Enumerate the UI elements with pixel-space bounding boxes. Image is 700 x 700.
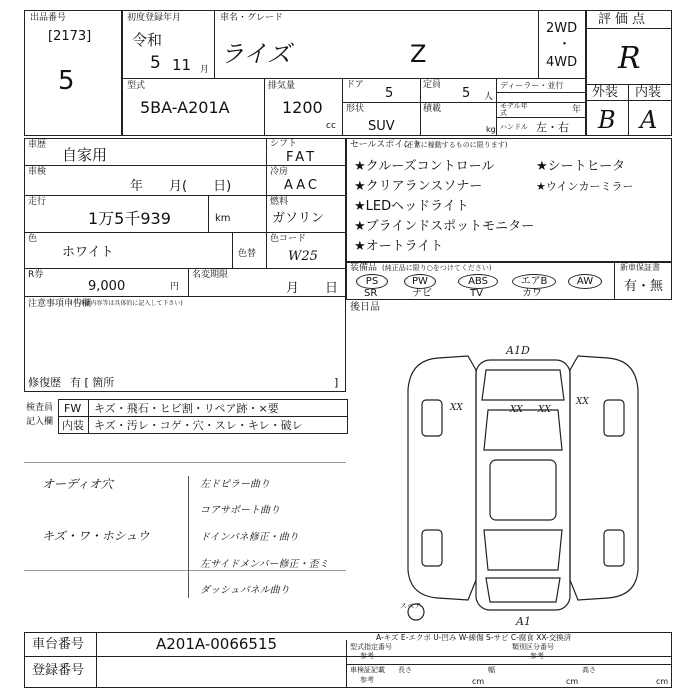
warranty-label: 新車保証書	[620, 263, 660, 272]
after-items-label: 後日品	[350, 302, 380, 313]
damage-mark-2: XX	[510, 405, 523, 415]
drive-2wd: 2WD	[546, 21, 578, 36]
equip-aw: AW	[568, 274, 602, 289]
fuel-label: 燃料	[270, 197, 289, 207]
chassis-label: 車台番号	[32, 637, 85, 652]
equip-tv: TV	[470, 288, 483, 299]
equip-airbag: エアB	[512, 274, 556, 289]
mileage-label: 走行	[28, 197, 47, 207]
interior-check-label: 内装	[62, 419, 84, 432]
lot-number: 5	[58, 66, 75, 96]
damage-mark-3: XX	[576, 397, 589, 407]
note-right-1: 左ドピラー曲り	[200, 479, 270, 490]
note-right-4: 左サイドメンバー修正・歪ミ	[200, 559, 329, 570]
history-label: 車歴	[28, 140, 47, 150]
exterior-value: B	[598, 106, 616, 134]
equip-navi: ナビ	[412, 288, 432, 299]
selling-point-7: ★オートライト	[354, 239, 444, 254]
type-label: 型式	[127, 81, 146, 91]
recycle-label: R券	[28, 270, 44, 280]
caution-sub: (不具合内容等は具体的に記入して下さい)	[70, 300, 183, 307]
length-label: 長さ	[398, 666, 412, 674]
shift-value: FAT	[286, 150, 318, 165]
type-cert-ref: 参考	[360, 652, 374, 660]
interior-check-items: キズ・汚レ・コゲ・穴・スレ・キレ・破レ	[94, 419, 303, 432]
equip-ps: PS	[356, 274, 388, 289]
displacement-label: 排気量	[268, 81, 296, 91]
drive-dot: ・	[558, 37, 572, 52]
history-value: 自家用	[62, 146, 108, 164]
equip-pw: PW	[404, 274, 436, 289]
handle-value: 左・右	[536, 121, 569, 134]
category-ref: 参考	[530, 652, 544, 660]
fuel-value: ガソリン	[272, 211, 325, 226]
note-right-3: ドインパネ修正・曲り	[200, 532, 299, 543]
color-label: 色	[28, 234, 38, 244]
color-code-label: 色コード	[270, 234, 307, 244]
inspector-label-2: 記入欄	[26, 417, 54, 427]
grade: Z	[410, 40, 427, 68]
spare-label: スペア	[400, 602, 421, 610]
repair-value: 有 [ 箇所	[70, 376, 115, 389]
door-label: ドア	[346, 80, 364, 90]
displacement-value: 1200	[282, 98, 323, 117]
recycle-value: 9,000	[88, 279, 126, 294]
caution-label: 注意事項申告欄	[28, 299, 92, 309]
year-unit: 年	[572, 105, 582, 115]
color-value: ホワイト	[62, 245, 114, 260]
selling-point-6: ★ブラインドスポットモニター	[354, 219, 535, 234]
height-label: 高さ	[582, 666, 596, 674]
dealer-label: ディーラー・並行	[500, 81, 564, 90]
name-change-value: 月 日	[286, 281, 339, 296]
damage-mark-4: XX	[538, 405, 551, 415]
first-reg-label: 初度登録年月	[127, 13, 182, 23]
selling-point-4: ★ウインカーミラー	[536, 180, 634, 193]
diagram-label-top: A1D	[506, 344, 530, 357]
selling-points-sub: (正常に稼動するものに限ります)	[404, 141, 508, 149]
equip-abs: ABS	[458, 274, 498, 289]
era: 令和	[132, 31, 163, 49]
km-unit: km	[215, 213, 231, 224]
kg-unit: kg	[486, 125, 496, 134]
color-code-value: W25	[288, 249, 318, 264]
repair-label: 修復歴	[28, 376, 61, 389]
length-cm: cm	[472, 677, 485, 686]
selling-point-1: ★クルーズコントロール	[354, 159, 495, 174]
door-value: 5	[385, 86, 394, 101]
reg-month: 11	[172, 56, 192, 74]
cert-label: 車検証記載	[350, 666, 385, 674]
model-label: 車名・グレード	[220, 13, 284, 23]
width-cm: cm	[566, 677, 579, 686]
selling-points-label: セールスポイント	[350, 140, 422, 150]
handle-label: ハンドル	[500, 123, 528, 131]
note-right-2: コアサポート曲り	[200, 505, 280, 516]
width-label: 幅	[488, 666, 495, 674]
note-right-5: ダッシュパネル曲り	[200, 585, 290, 596]
score-value: R	[618, 41, 641, 76]
interior-label: 内装	[635, 85, 662, 100]
diagram-label-bottom: A1	[516, 615, 531, 628]
load-label: 積載	[423, 104, 442, 114]
cert-ref: 参考	[360, 676, 374, 684]
name-change-label: 名変期限	[192, 270, 229, 280]
type-value: 5BA-A201A	[140, 98, 230, 117]
note-left-2: キズ・ワ・ホシュウ	[42, 529, 150, 543]
selling-point-5: ★LEDヘッドライト	[354, 199, 469, 214]
equipment-sub: (純正品に限り○をつけてください)	[382, 264, 492, 272]
car-name: ライズ	[220, 40, 292, 68]
inspector-label-1: 検査員	[26, 403, 54, 413]
selling-point-2: ★シートヒータ	[536, 159, 626, 174]
shape-value: SUV	[368, 119, 395, 134]
repair-close: ]	[334, 376, 339, 389]
shift-label: シフト	[270, 139, 298, 149]
interior-value: A	[640, 106, 658, 134]
ac-label: 冷房	[270, 167, 289, 177]
capacity-value: 5	[462, 86, 471, 101]
score-label: 評価点	[598, 12, 650, 27]
reg-no-label: 登録番号	[32, 663, 85, 678]
type-cert-label: 型式指定番号	[350, 643, 392, 651]
model-year-label: モデル年式	[500, 102, 528, 117]
reg-year: 5	[150, 53, 161, 73]
equipment-label: 装備品	[350, 263, 378, 273]
capacity-label: 定員	[423, 80, 442, 90]
fw-items: キズ・飛石・ヒビ割・リペア跡・×要	[94, 402, 279, 415]
usage-box	[24, 138, 346, 392]
inspection-label: 車検	[28, 167, 47, 177]
selling-point-3: ★クリアランスソナー	[354, 179, 483, 194]
cc-unit: cc	[326, 121, 336, 131]
exterior-label: 外装	[592, 85, 619, 100]
damage-legend: A-キズ E-エクボ U-凹み W-線傷 S-サビ C-腐食 XX-交換済	[376, 633, 572, 642]
car-damage-diagram	[398, 340, 648, 630]
inspection-value: 年 月( 日)	[130, 179, 232, 194]
category-label: 類別区分番号	[512, 643, 554, 651]
drive-4wd: 4WD	[546, 55, 578, 70]
month-unit: 月	[200, 65, 210, 75]
warranty-value: 有・無	[624, 279, 664, 294]
lot-code: [2173]	[48, 29, 92, 44]
equip-leather: カワ	[522, 288, 542, 299]
shape-label: 形状	[346, 104, 365, 114]
ac-value: AAC	[284, 178, 320, 193]
repaint-label: 色替	[238, 249, 257, 259]
equip-sr: SR	[364, 288, 378, 299]
person-unit: 人	[484, 92, 494, 102]
damage-mark-1: XX	[450, 403, 463, 413]
height-cm: cm	[656, 677, 669, 686]
fw-label: FW	[64, 402, 82, 415]
yen-unit: 円	[170, 282, 180, 292]
note-left-1: オーディオ穴	[42, 477, 114, 491]
lot-label: 出品番号	[30, 13, 67, 23]
mileage-value: 1万5千939	[88, 209, 171, 228]
chassis-value: A201A-0066515	[156, 635, 278, 653]
